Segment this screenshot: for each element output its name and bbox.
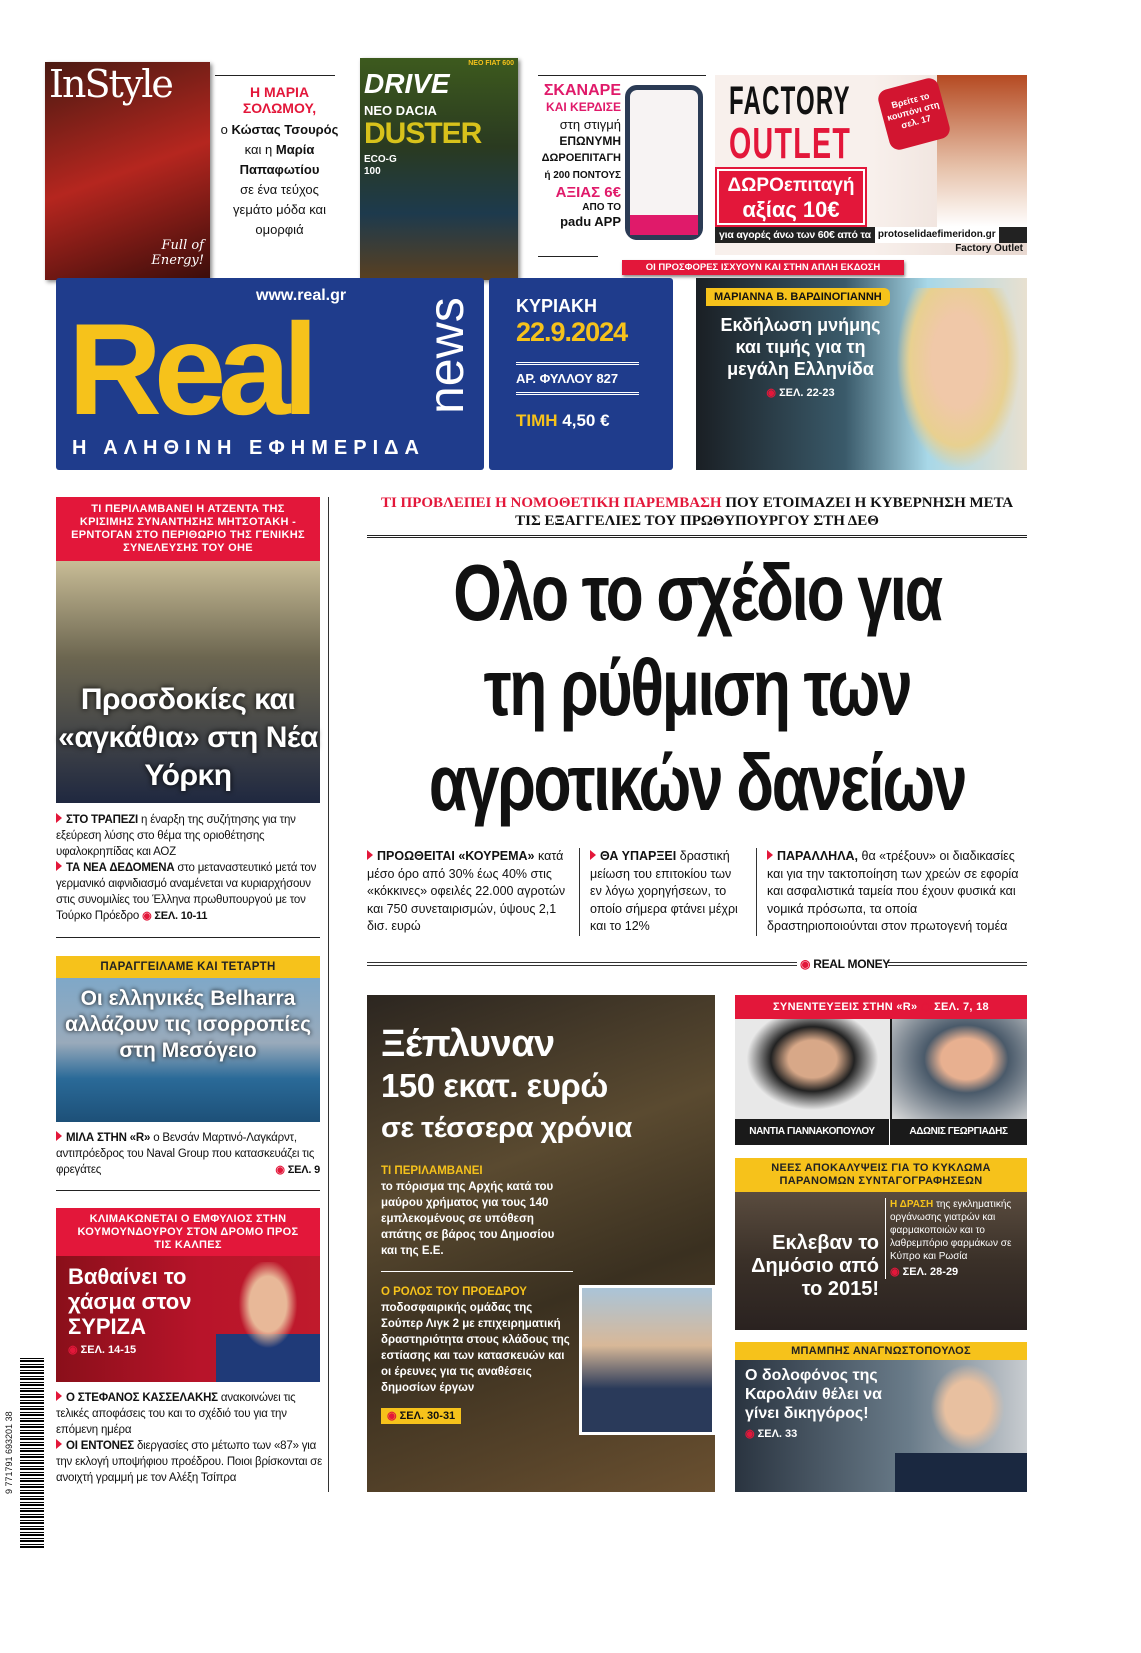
drive-sub: ECO-G 100 — [364, 154, 397, 177]
outlet-voucher — [717, 169, 865, 225]
kicker-black: ΠΟΥ ΕΤΟΙΜΑΖΕΙ Η ΚΥΒΕΡΝΗΣΗ ΜΕΤΑ ΤΙΣ ΕΞΑΓΓΕΛΙΕΣ ΤΟΥ ΠΡΩΘΥΠΟΥΡΓΟΥ ΣΤΗ ΔΕΘ — [515, 495, 1014, 529]
text: ΔΩΡΟεπιταγή — [727, 175, 855, 196]
story-title: Ο δολοφόνος της Καρολάιν θέλει να γίνει δικηγόρος! — [745, 1367, 883, 1422]
drive-headline: ΝΕΟ DACIA — [364, 103, 437, 118]
title-line: 150 εκατ. ευρώ — [381, 1067, 608, 1104]
text: ΔΩΡΟΕΠΙΤΑΓΗ — [541, 152, 621, 164]
page-ref: ◉ ΣΕΛ. 14-15 — [68, 1343, 223, 1356]
photo-giannakopoulou — [735, 1019, 890, 1119]
section-label-text: REAL MONEY — [813, 957, 891, 971]
price-label: ΤΙΜΗ — [516, 411, 558, 430]
text: ανακοινώνει τις τελικές αποφάσεις του και το σχέδιό του για την επόμενη ημέρα — [56, 1392, 296, 1436]
issue-number: ΑΡ. ΦΥΛΛΟΥ 827 — [516, 371, 619, 386]
text: ΕΠΩΝΥΜΗ — [559, 134, 621, 148]
text: για αγορές άνω των 60€ από τα — [719, 229, 871, 241]
text: το πόρισμα της Αρχής κατά του μαύρου χρήματος για τους 140 εμπλεκομένους σε υπόθεση απάτης σε βάρος του Δημοσίου και της Ε.Ε. — [381, 1181, 555, 1257]
phone-image — [625, 85, 703, 240]
text: αξίας 10€ — [742, 197, 840, 222]
kicker: ΝΕΕΣ ΑΠΟΚΑΛΥΨΕΙΣ ΓΙΑ ΤΟ ΚΥΚΛΩΜΑ ΠΑΡΑΝΟΜΩΝ ΣΥΝΤΑΓΟΓΡΑΦΗΣΕΩΝ — [735, 1158, 1027, 1192]
outlet-title: OUTLET — [729, 119, 852, 168]
subhead: ΤΙ ΠΕΡΙΛΑΜΒΑΝΕΙ — [381, 1165, 483, 1177]
name-label: ΝΑΝΤΙΑ ΓΙΑΝΝΑΚΟΠΟΥΛΟΥ — [735, 1119, 890, 1145]
page-ref: ◉ ΣΕΛ. 28-29 — [890, 1266, 1025, 1279]
kicker: ΠΑΡΑΓΓΕΙΛΑΜΕ ΚΑΙ ΤΕΤΑΡΤΗ — [56, 956, 320, 978]
lead: ΜΙΛΑ ΣΤΗΝ «R» — [66, 1132, 151, 1144]
page-ref: ◉ ΣΕΛ. 7, 18 — [921, 1001, 989, 1013]
story-title: Βαθαίνει το χάσμα στον ΣΥΡΙΖΑ — [68, 1264, 192, 1339]
logo-news: news — [418, 297, 474, 415]
drive-logo: DRIVE — [364, 68, 450, 99]
story-photo-mitsotakis-erdogan[interactable] — [56, 561, 320, 803]
page-ref: ◉ ΣΕΛ. 9 — [275, 1162, 320, 1178]
feature-vardinogianni[interactable] — [696, 278, 1027, 470]
lead: ΘΑ ΥΠΑΡΞΕΙ — [600, 849, 677, 863]
text: και η — [244, 142, 273, 157]
outlet-title: FACTORY — [729, 79, 851, 123]
text: ΑΞΙΑΣ 6€ — [555, 184, 621, 201]
feature-title: Εκδήλωση μνήμης και τιμής για τη μεγάλη Ελληνίδα — [720, 315, 881, 379]
name: Μαρία Παπαφωτίου — [239, 142, 320, 177]
kicker: ΜΠΑΜΠΗΣ ΑΝΑΓΝΩΣΤΟΠΟΥΛΟΣ — [735, 1342, 1027, 1360]
headline-line: Ολο το σχέδιο για — [453, 548, 941, 637]
tagline: Η ΑΛΗΘΙΝΗ ΕΦΗΜΕΡΙΔΑ — [72, 437, 425, 459]
lead-columns — [367, 848, 1032, 936]
text: στο μεταναστευτικό μετά τον γερμανικό αιφνιδιασμό αναμένεται να κυριαρχήσουν στις συνομιλίες του Έλληνα πρωθυπουργού με τον Τούρκο Πρόεδρο — [56, 862, 317, 922]
text: ποδοσφαιρικής ομάδας της Σούπερ Λιγκ 2 με επιχειρηματική δραστηριότητα στους κλάδους της εστίασης και των κατασκευών και οι έρευνες για τις αναθέσεις δημοσίων έργων — [381, 1302, 570, 1394]
photo-georgiadis — [892, 1019, 1027, 1119]
drive-tag: ΝΕΟ FIAT 600 — [468, 60, 514, 67]
factory-outlet-ad[interactable] — [715, 75, 1027, 255]
day: ΚΥΡΙΑΚΗ — [516, 296, 598, 316]
portrait-photo — [895, 1362, 1027, 1492]
lead: ΠΑΡΑΛΛΗΛΑ, — [777, 849, 859, 863]
cover-tag: Full of Energy! — [151, 238, 204, 268]
padu-promo-text — [518, 82, 621, 230]
story-title: Προσδοκίες και «αγκάθια» στη Νέα Υόρκη — [58, 683, 318, 792]
promo-title: Η ΜΑΡΙΑ ΣΟΛΩΜΟΥ, — [242, 84, 317, 116]
lead: ΤΑ ΝΕΑ ΔΕΔΟΜΕΝΑ — [66, 862, 175, 874]
portrait-photo — [216, 1262, 320, 1382]
kicker: ΚΛΙΜΑΚΩΝΕΤΑΙ Ο ΕΜΦΥΛΙΟΣ ΣΤΗΝ ΚΟΥΜΟΥΝΔΟΥΡΟΥ ΣΤΟΝ ΔΡΟΜΟ ΠΡΟΣ ΤΙΣ ΚΑΛΠΕΣ — [56, 1208, 320, 1256]
watermark: protoselidaefimeridon.gr — [875, 227, 999, 243]
page-ref: ◉ ΣΕΛ. 30-31 — [381, 1408, 461, 1424]
drive-headline: DUSTER — [364, 117, 482, 150]
portrait-photo — [896, 288, 1021, 470]
offer-banner: ΟΙ ΠΡΟΣΦΟΡΕΣ ΙΣΧΥΟΥΝ ΚΑΙ ΣΤΗΝ ΑΠΛΗ ΕΚΔΟΣΗ — [622, 260, 904, 275]
subhead: Ο ΡΟΛΟΣ ΤΟΥ ΠΡΟΕΔΡΟΥ — [381, 1286, 527, 1298]
story-title: Εκλεβαν το Δημόσιο από το 2015! — [751, 1232, 879, 1300]
instyle-cover[interactable] — [45, 62, 210, 280]
text: ΚΑΙ ΚΕΡΔΙΣΕ — [546, 100, 621, 114]
text: κατά μέσο όρο από 30% έως 40% στις «κόκκινες» οφειλές 22.000 αγροτών και 750 συνεταιρισμών, ύψους 2,1 δισ. ευρώ — [367, 849, 566, 933]
text: ο — [220, 122, 228, 137]
kicker-red: ΤΙ ΠΡΟΒΛΕΠΕΙ Η ΝΟΜΟΘΕΤΙΚΗ ΠΑΡΕΜΒΑΣΗ — [380, 495, 722, 511]
name: Κώστας Τσουρός — [231, 122, 339, 137]
text: δραστική μείωση του επιτοκίου των εν λόγω χορηγήσεων, το οποίο σήμερα φτάνει μέχρι και το 12% — [590, 849, 738, 933]
page-ref: ◉ ΣΕΛ. 22-23 — [718, 386, 883, 399]
name-label: ΑΔΩΝΙΣ ΓΕΩΡΓΙΑΔΗΣ — [909, 1126, 1008, 1137]
lead: ΣΤΟ ΤΡΑΠΕΖΙ — [66, 814, 138, 826]
model-photo — [937, 75, 1027, 227]
text: διεργασίες στο μέτωπο των «87» για την εκλογή υποψήφιου προέδρου. Ποιοι βρίσκονται σε ανοιχτή γραμμή με τον Αλέξη Τσίπρα — [56, 1440, 323, 1484]
outlet-brand: Factory Outlet — [955, 243, 1023, 254]
page-ref: ◉ ΣΕΛ. 33 — [745, 1427, 893, 1440]
instyle-logo: InStyle — [49, 62, 172, 106]
lead: ΟΙ ΕΝΤΟΝΕΣ — [66, 1440, 134, 1452]
barcode — [20, 1358, 44, 1548]
text: η έναρξη της συζήτησης για την εξεύρεση λύσης στο θέμα της οριοθέτησης υφαλοκρηπίδας και ΑΟΖ — [56, 814, 296, 858]
lead-kicker — [367, 494, 1027, 530]
outlet-footer — [715, 227, 1027, 243]
headline-line: τη ρύθμιση των — [483, 643, 911, 732]
section-label: ◉ REAL MONEY — [800, 957, 891, 971]
barcode-number: 9 771791 693201 38 — [4, 1411, 14, 1495]
interviews-box[interactable] — [735, 995, 1027, 1145]
site-url: www.real.gr — [256, 287, 347, 304]
kicker: ΣΥΝΕΝΤΕΥΞΕΙΣ ΣΤΗΝ «R» — [773, 1001, 918, 1013]
text: ο Βενσάν Μαρτινό-Λαγκάρντ, αντιπρόεδρος του Naval Group που κατασκευάζει τις φρεγάτες — [56, 1132, 315, 1176]
coupon-sticker: Βρείτε το κουπόνι στη σελ. 17 — [876, 76, 952, 152]
headline-line: αγροτικών δανείων — [428, 738, 966, 827]
text: της εγκληματικής οργάνωσης γιατρών και φαρμακοποιών και το λαθρεμπόριο φαρμάκων σε Κύπρο και Ρωσία — [890, 1199, 1012, 1262]
masthead-logo[interactable] — [56, 278, 484, 470]
prescriptions-box[interactable] — [735, 1158, 1027, 1330]
drive-cover[interactable] — [360, 58, 518, 280]
text: θα «τρέξουν» οι διαδικασίες και για την τακτοποίηση των χρεών σε εφορία και ασφαλιστικά ταμεία που έχουν φυσικά και νομικά πρόσωπα, τα οποία δραστηριοποιούνται στον πρωτογενή τομέα — [767, 849, 1019, 933]
lead-headline[interactable] — [346, 545, 1048, 830]
text: σε ένα τεύχος γεμάτο μόδα και ομορφιά — [233, 182, 326, 237]
issue-panel — [489, 278, 673, 470]
text: στη στιγμή — [559, 117, 621, 132]
text: ή 200 ΠΟΝΤΟΥΣ — [544, 170, 621, 181]
story-bullets — [56, 812, 328, 924]
lead: Ο ΣΤΕΦΑΝΟΣ ΚΑΣΣΕΛΑΚΗΣ — [66, 1392, 218, 1404]
story-photo-kasselakis[interactable] — [56, 1256, 320, 1382]
lead: ΠΡΟΩΘΕΙΤΑΙ «ΚΟΥΡΕΜΑ» — [377, 849, 535, 863]
text: padu APP — [560, 214, 621, 229]
instyle-promo-text — [212, 84, 347, 240]
text: ΑΠΟ ΤΟ — [582, 202, 621, 213]
caroline-story-box[interactable] — [735, 1342, 1027, 1492]
story-title: Οι ελληνικές Belharra αλλάζουν τις ισορροπίες στη Μεσόγειο — [65, 987, 311, 1062]
story-title — [381, 1023, 711, 1149]
story-bullets — [56, 1390, 324, 1486]
date: 22.9.2024 — [516, 317, 628, 347]
page-ref: ◉ ΣΕΛ. 10-11 — [142, 910, 207, 922]
story-bullets — [56, 1130, 320, 1178]
title-line: σε τέσσερα χρόνια — [381, 1112, 632, 1144]
logo-real: Real — [68, 296, 311, 442]
lead: Η ΔΡΑΣΗ — [890, 1199, 934, 1210]
money-laundering-story[interactable] — [367, 995, 715, 1492]
price: 4,50 € — [562, 411, 610, 430]
title-line: Ξέπλυναν — [381, 1023, 555, 1065]
kicker: ΤΙ ΠΕΡΙΛΑΜΒΑΝΕΙ Η ΑΤΖΕΝΤΑ ΤΗΣ ΚΡΙΣΙΜΗΣ ΣΥΝΑΝΤΗΣΗΣ ΜΗΤΣΟΤΑΚΗ - ΕΡΝΤΟΓΑΝ ΣΤΟ ΠΕΡΙΘΩΡΙΟ ΤΗΣ ΓΕΝΙΚΗΣ ΣΥΝΕΛΕΥΣΗΣ ΤΟΥ ΟΗΕ — [56, 497, 320, 561]
text: ΣΚΑΝΑΡΕ — [543, 82, 621, 99]
story-photo-frigate[interactable] — [56, 978, 320, 1122]
kicker: ΜΑΡΙΑΝΝΑ Β. ΒΑΡΔΙΝΟΓΙΑΝΝΗ — [706, 288, 890, 306]
